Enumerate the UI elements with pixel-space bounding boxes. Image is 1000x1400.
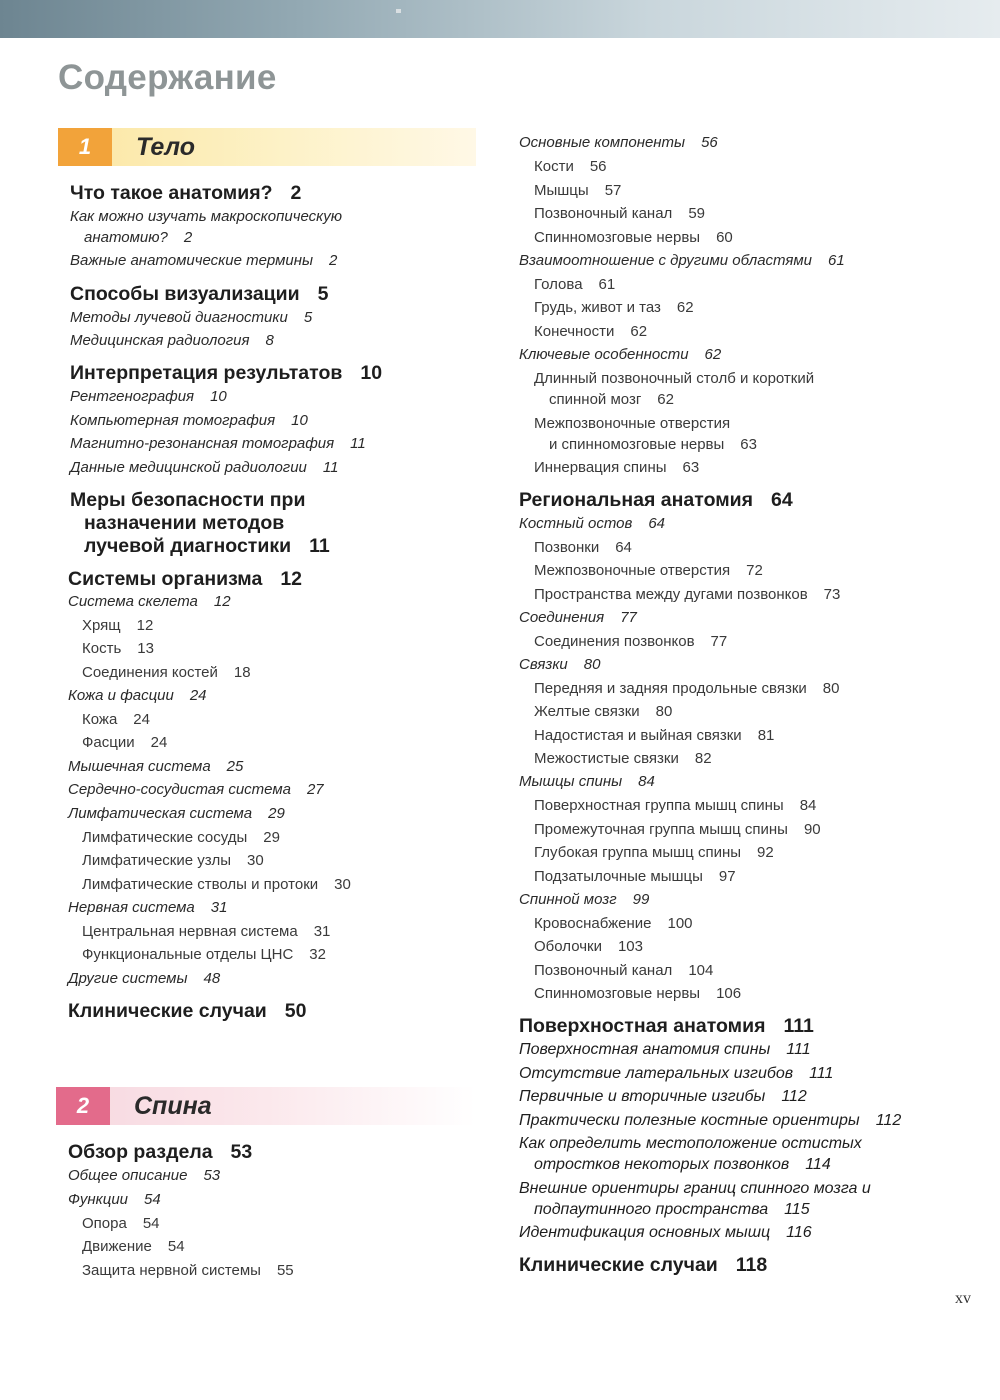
toc-entry-page: 99 [632,891,650,908]
toc-entry-page: 112 [781,1088,807,1105]
toc-entry [82,664,251,681]
toc-entry-title: Поверхностная анатомия [519,1015,766,1037]
toc-entry-title: Голова [534,276,583,293]
toc-entry-page: 59 [688,205,705,222]
toc-entry [82,852,264,869]
toc-entry-page: 92 [757,844,774,861]
toc-entry [84,512,284,535]
toc-entry-title: Конечности [534,323,615,340]
toc-entry-title: Нервная система [68,899,195,916]
toc-entry [534,915,693,932]
toc-entry-page: 73 [823,586,841,603]
toc-entry-page: 30 [247,852,264,869]
toc-entry-page: 82 [694,750,712,767]
toc-entry-title: Соединения костей [82,664,218,681]
toc-entry-page: 11 [309,535,330,557]
toc-entry [70,309,312,326]
toc-entry-page: 54 [142,1215,160,1232]
toc-entry-title: Практически полезные костные ориентиры [519,1112,860,1129]
toc-entry-page: 12 [136,617,154,634]
toc-entry [534,586,840,603]
toc-entry-title: Данные медицинской радиологии [70,459,307,476]
toc-entry-title: Подзатылочные мышцы [534,868,703,885]
toc-entry [549,391,674,408]
toc-entry-page: 64 [771,489,793,511]
toc-entry-page: 81 [757,727,775,744]
toc-entry-title: Клинические случаи [68,1000,267,1022]
toc-entry-title: Передняя и задняя продольные связки [534,680,807,697]
toc-entry-title: анатомию? [84,229,168,246]
toc-entry-title: Надостистая и выйная связки [534,727,742,744]
toc-entry [519,1015,814,1038]
toc-entry-page: 12 [280,568,303,590]
toc-entry [70,182,301,205]
toc-entry [534,1201,810,1219]
toc-entry-title: Ключевые особенности [519,346,689,363]
toc-entry [534,633,727,650]
toc-entry [534,821,821,838]
toc-entry [68,1000,306,1023]
toc-entry [70,208,342,225]
toc-entry-page: 50 [284,1000,307,1022]
toc-entry-page: 116 [786,1224,812,1241]
toc-entry-page: 106 [716,985,742,1002]
toc-entry [82,1262,294,1279]
toc-entry-page: 62 [657,391,674,408]
toc-entry [68,568,302,591]
top-color-band [0,0,1000,38]
toc-entry-page: 10 [291,412,308,429]
toc-entry [82,711,150,728]
band-mark [396,9,401,13]
toc-entry [534,158,607,175]
toc-entry-title: Интерпретация результатов [70,362,343,384]
chapter-1-number: 1 [58,128,112,166]
toc-entry-page: 63 [740,436,757,453]
toc-entry-title: Меры безопасности при [70,489,306,511]
toc-entry-title: лучевой диагностики [84,535,292,557]
toc-entry-title: Желтые связки [534,703,640,720]
toc-entry-title: Центральная нервная система [82,923,298,940]
toc-entry-page: 29 [268,805,285,822]
toc-entry-page: 54 [144,1191,161,1208]
toc-entry-title: Методы лучевой диагностики [70,309,288,326]
toc-entry [534,459,699,476]
chapter-2-number: 2 [56,1087,110,1125]
toc-entry-page: 5 [317,283,329,305]
toc-entry-page: 80 [822,680,840,697]
toc-entry-page: 63 [682,459,700,476]
toc-entry [68,970,220,987]
toc-entry-page: 2 [329,252,338,269]
toc-entry [82,617,153,634]
toc-entry-title: Рентгенография [70,388,195,405]
toc-entry-title: подпаутинного пространства [534,1201,769,1218]
toc-entry-title: Региональная анатомия [519,489,754,511]
toc-entry [68,758,243,775]
toc-entry [534,370,814,387]
toc-entry-page: 111 [786,1041,811,1058]
toc-entry-title: Внешние ориентиры границ спинного мозга и [519,1180,871,1197]
toc-entry-page: 61 [828,252,845,269]
toc-entry-page: 13 [137,640,154,657]
toc-entry [534,938,643,955]
toc-entry-title: Защита нервной системы [82,1262,261,1279]
toc-entry [519,1088,807,1106]
toc-entry-title: Спинномозговые нервы [534,985,701,1002]
toc-entry [70,252,337,269]
toc-entry-page: 115 [784,1201,810,1218]
toc-entry-page: 8 [265,332,274,349]
toc-entry [82,923,330,940]
toc-entry [549,436,757,453]
toc-entry-title: Спинной мозг [519,891,617,908]
page-title: Содержание [58,58,277,97]
toc-entry [534,703,672,720]
toc-entry-page: 77 [710,633,728,650]
toc-entry-title: и спинномозговые нервы [549,436,725,453]
toc-entry-page: 64 [615,539,632,556]
toc-entry-page: 29 [263,829,280,846]
toc-entry-title: Длинный позвоночный столб и короткий [534,370,815,387]
toc-entry-title: Кость [82,640,122,657]
toc-entry-page: 24 [133,711,150,728]
toc-entry [68,593,231,610]
toc-entry-page: 18 [233,664,251,681]
toc-entry-page: 111 [783,1015,814,1037]
toc-entry-title: Костный остов [519,515,633,532]
toc-entry [519,1254,767,1277]
toc-entry [82,829,280,846]
toc-entry-page: 10 [210,388,227,405]
toc-entry [519,773,655,790]
toc-entry-title: Функции [68,1191,129,1208]
toc-entry-title: Идентификация основных мышц [519,1224,771,1241]
toc-entry [519,656,600,673]
toc-entry-page: 60 [716,229,733,246]
toc-entry [534,985,741,1002]
toc-entry-page: 114 [805,1156,831,1173]
toc-entry-title: Другие системы [68,970,188,987]
toc-entry-page: 12 [213,593,231,610]
toc-entry [82,734,167,751]
toc-entry-page: 56 [589,158,607,175]
toc-entry-title: Соединения позвонков [534,633,695,650]
toc-entry-title: Позвоночный канал [534,205,673,222]
toc-entry [519,1065,833,1083]
toc-entry [519,346,721,363]
toc-entry-title: Мышцы [534,182,589,199]
toc-entry-page: 118 [735,1254,768,1276]
toc-entry-title: Промежуточная группа мышц спины [534,821,788,838]
toc-entry [534,1156,831,1174]
toc-entry-title: Связки [519,656,568,673]
toc-entry [68,899,227,916]
toc-entry-page: 90 [803,821,821,838]
toc-entry-title: Лимфатические сосуды [82,829,248,846]
toc-entry-title: Кровоснабжение [534,915,652,932]
toc-entry [519,891,649,908]
toc-entry [519,134,718,151]
toc-entry [82,1215,160,1232]
toc-entry-title: Что такое анатомия? [70,182,273,204]
toc-entry [82,946,326,963]
toc-entry-title: назначении методов [84,512,285,534]
toc-entry-page: 27 [306,781,324,798]
toc-entry-page: 84 [799,797,817,814]
toc-entry-title: Компьютерная томография [70,412,276,429]
toc-entry [519,1112,901,1130]
toc-entry-title: Обзор раздела [68,1141,213,1163]
toc-entry [519,1041,811,1059]
toc-entry-page: 54 [167,1238,185,1255]
toc-entry-title: Хрящ [82,617,121,634]
toc-entry-title: Сердечно-сосудистая система [68,781,291,798]
toc-entry [534,205,705,222]
toc-entry [70,332,274,349]
toc-entry [534,868,736,885]
toc-entry-page: 31 [210,899,228,916]
toc-entry-title: Первичные и вторичные изгибы [519,1088,766,1105]
toc-entry-title: Мышцы спины [519,773,623,790]
toc-entry [68,1191,161,1208]
toc-entry [70,283,328,306]
toc-entry [534,844,774,861]
toc-entry-page: 53 [203,1167,221,1184]
toc-entry-title: Магнитно-резонансная томография [70,435,335,452]
toc-entry-page: 32 [309,946,326,963]
toc-entry [534,962,713,979]
toc-entry-page: 48 [203,970,221,987]
toc-entry-page: 62 [704,346,722,363]
toc-entry-title: Лимфатическая система [68,805,253,822]
toc-entry [534,797,816,814]
chapter-1-banner [58,128,476,166]
toc-entry [82,1238,185,1255]
toc-entry [534,750,712,767]
toc-entry-page: 31 [313,923,331,940]
toc-entry-page: 104 [688,962,714,979]
toc-entry-title: Поверхностная группа мышц спины [534,797,784,814]
toc-entry [519,489,793,512]
toc-entry [534,539,632,556]
chapter-2-banner [56,1087,476,1125]
page-number: xv [955,1290,971,1307]
toc-entry-title: Взаимоотношение с другими областями [519,252,813,269]
toc-entry-title: Пространства между дугами позвонков [534,586,808,603]
toc-entry-title: отростков некоторых позвонков [534,1156,790,1173]
toc-entry-page: 62 [676,299,694,316]
toc-entry-title: Функциональные отделы ЦНС [82,946,294,963]
toc-entry-page: 72 [746,562,763,579]
toc-entry-page: 64 [648,515,666,532]
toc-entry [68,781,324,798]
toc-entry-title: Клинические случаи [519,1254,718,1276]
toc-entry [70,489,305,512]
toc-entry-title: Фасции [82,734,135,751]
toc-entry-page: 97 [718,868,736,885]
toc-entry-title: Движение [82,1238,152,1255]
toc-entry-page: 11 [350,435,366,452]
toc-entry [534,229,733,246]
toc-entry-page: 112 [875,1112,902,1129]
toc-entry-page: 10 [360,362,383,384]
toc-entry-title: Лимфатические стволы и протоки [82,876,319,893]
toc-entry-title: Общее описание [68,1167,188,1184]
toc-entry [519,515,665,532]
toc-entry [534,727,774,744]
toc-entry [534,276,615,293]
toc-entry-title: Иннервация спины [534,459,667,476]
toc-entry-page: 53 [230,1141,253,1163]
toc-entry [519,609,637,626]
toc-entry-page: 111 [809,1065,834,1082]
toc-entry-page: 61 [598,276,616,293]
toc-entry-title: Лимфатические узлы [82,852,231,869]
toc-entry [534,299,694,316]
toc-entry-title: Межпозвоночные отверстия [534,562,731,579]
toc-entry-title: Кожа [82,711,118,728]
toc-entry-page: 55 [276,1262,294,1279]
toc-entry [534,562,763,579]
toc-entry [519,1135,862,1153]
toc-entry [519,252,845,269]
toc-entry [68,1141,252,1164]
toc-entry [70,459,338,476]
toc-entry-title: Глубокая группа мышц спины [534,844,742,861]
toc-entry-page: 2 [290,182,302,204]
toc-entry [68,1167,220,1184]
toc-entry-title: Межостистые связки [534,750,679,767]
toc-entry-page: 25 [226,758,244,775]
toc-entry [70,412,308,429]
toc-entry-page: 24 [189,687,207,704]
toc-entry-title: Спинномозговые нервы [534,229,701,246]
toc-entry [534,415,730,432]
toc-entry-title: Мышечная система [68,758,211,775]
toc-entry-title: Отсутствие латеральных изгибов [519,1065,794,1082]
toc-entry [84,229,192,246]
toc-entry-page: 62 [630,323,648,340]
toc-entry [534,323,647,340]
toc-entry [82,640,154,657]
toc-entry-title: Опора [82,1215,127,1232]
toc-entry-title: Важные анатомические термины [70,252,314,269]
toc-entry [70,435,366,452]
toc-entry [70,388,227,405]
toc-entry-title: Система скелета [68,593,198,610]
toc-entry-page: 2 [183,229,193,246]
toc-entry-page: 30 [334,876,351,893]
chapter-1-title: Тело [136,133,196,161]
toc-entry-title: Соединения [519,609,605,626]
toc-entry-page: 57 [604,182,622,199]
toc-entry [519,1224,812,1242]
toc-entry-page: 100 [667,915,693,932]
toc-entry-title: Способы визуализации [70,283,300,305]
toc-entry [68,805,285,822]
toc-entry-title: Как можно изучать макроскопическую [70,208,342,225]
toc-entry-title: Основные компоненты [519,134,686,151]
toc-entry-title: Системы организма [68,568,263,590]
toc-entry-page: 11 [322,459,339,476]
toc-entry-page: 24 [150,734,168,751]
toc-entry-page: 84 [638,773,655,790]
toc-entry [519,1180,871,1198]
toc-entry-title: Оболочки [534,938,602,955]
toc-entry [68,687,207,704]
toc-entry-page: 80 [655,703,673,720]
toc-entry [84,535,330,558]
toc-entry-title: Грудь, живот и таз [534,299,661,316]
toc-entry [534,182,621,199]
toc-entry-title: Кости [534,158,574,175]
toc-entry-page: 5 [303,309,313,326]
toc-entry-title: Межпозвоночные отверстия [534,415,731,432]
toc-entry-page: 80 [583,656,601,673]
toc-entry-title: спинной мозг [549,391,642,408]
toc-entry-page: 56 [701,134,718,151]
toc-entry-title: Как определить местоположение остистых [519,1135,862,1152]
toc-entry-page: 77 [620,609,637,626]
toc-entry-page: 103 [617,938,643,955]
chapter-2-title: Спина [134,1092,212,1120]
toc-entry [534,680,839,697]
toc-entry-title: Медицинская радиология [70,332,250,349]
toc-entry-title: Позвонки [534,539,600,556]
toc-entry-title: Кожа и фасции [68,687,174,704]
toc-entry-title: Поверхностная анатомия спины [519,1041,771,1058]
toc-entry [82,876,351,893]
toc-entry [70,362,382,385]
toc-entry-title: Позвоночный канал [534,962,673,979]
